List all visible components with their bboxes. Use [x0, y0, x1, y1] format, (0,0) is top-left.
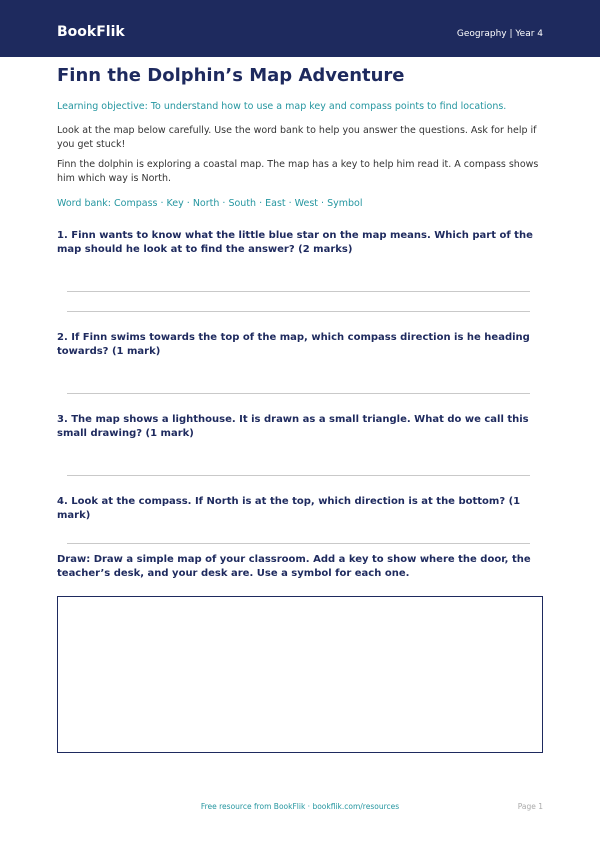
answer-line[interactable] — [67, 475, 530, 476]
answer-line[interactable] — [67, 291, 530, 292]
learning-objective: Learning objective: To understand how to use a map key and compass points to find locations. — [57, 101, 507, 112]
answer-line[interactable] — [67, 543, 530, 544]
worksheet-title: Finn the Dolphin’s Map Adventure — [57, 65, 405, 86]
word-bank: Word bank: Compass · Key · North · South · East · West · Symbol — [57, 198, 363, 209]
drawing-box[interactable] — [57, 596, 543, 753]
question-1: 1. Finn wants to know what the little blue star on the map means. Which part of the map should he look at to find the answer? (2 marks) — [57, 230, 533, 255]
question-4: 4. Look at the compass. If North is at the top, which direction is at the bottom? (1 mark) — [57, 496, 521, 521]
instructions-text: Look at the map below carefully. Use the word bank to help you answer the questions. Ask for help if you get stuck! — [57, 125, 537, 150]
brand-logo: BookFlik — [57, 24, 125, 40]
subject-year-label: Geography | Year 4 — [456, 29, 543, 39]
footer-text: Free resource from BookFlik · bookflik.com/resources — [200, 802, 400, 811]
page-number: Page 1 — [517, 802, 543, 811]
answer-line[interactable] — [67, 311, 530, 312]
question-2: 2. If Finn swims towards the top of the map, which compass direction is he heading towards? (1 mark) — [57, 332, 530, 357]
draw-task: Draw: Draw a simple map of your classroom. Add a key to show where the door, the teacher’s desk, and your desk are. Use a symbol for each one. — [57, 554, 531, 579]
question-3: 3. The map shows a lighthouse. It is drawn as a small triangle. What do we call this small drawing? (1 mark) — [57, 414, 529, 439]
intro-text: Finn the dolphin is exploring a coastal map. The map has a key to help him read it. A compass shows him which way is North. — [57, 159, 539, 184]
page-header — [0, 0, 600, 57]
answer-line[interactable] — [67, 393, 530, 394]
